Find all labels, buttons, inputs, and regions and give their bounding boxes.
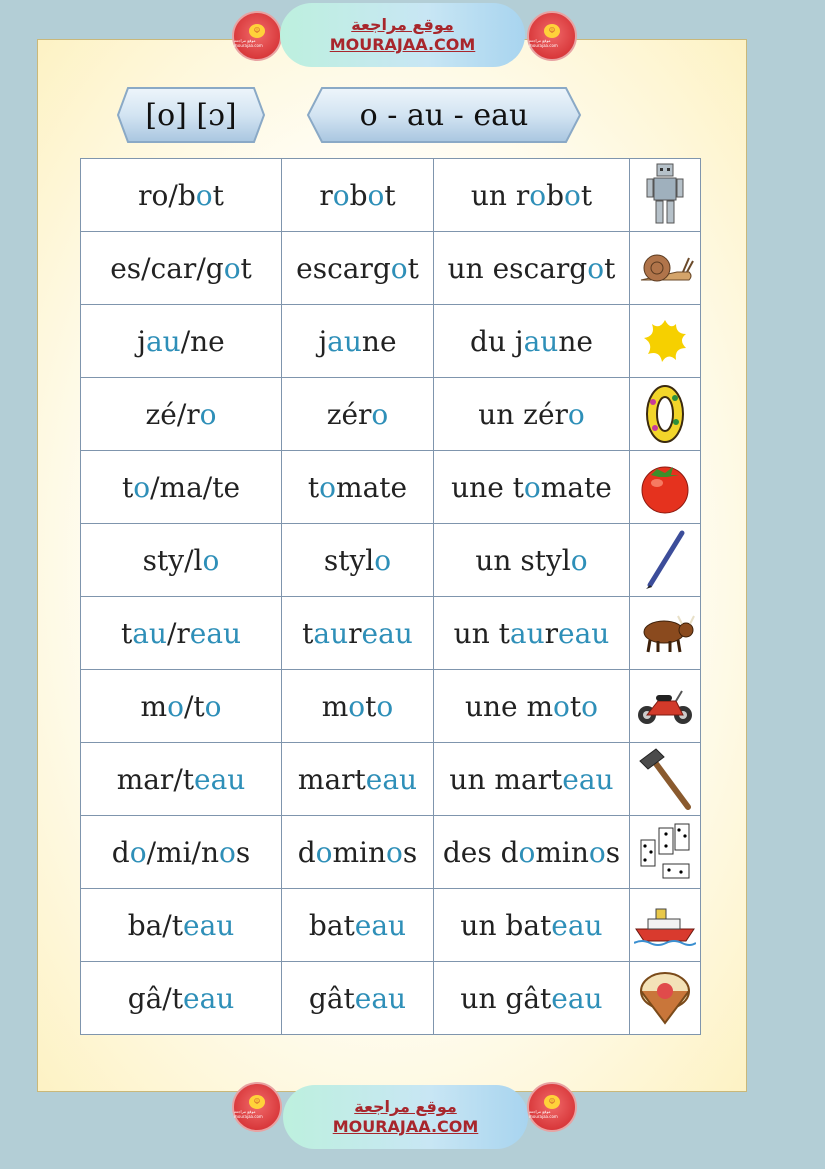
highlighted-letters: o — [199, 397, 217, 431]
word-cell — [282, 378, 434, 451]
plain-letters: /ma/te — [150, 470, 241, 504]
word-cell — [282, 305, 434, 378]
watermark-latin: MOURAJAA.COM — [332, 1117, 479, 1136]
table-row — [81, 451, 701, 524]
plain-letters: un gât — [460, 981, 552, 1015]
table-row — [81, 889, 701, 962]
plain-letters: s — [235, 835, 251, 869]
plain-letters: du j — [470, 324, 524, 358]
plain-letters: une t — [451, 470, 524, 504]
highlighted-letters: o — [129, 835, 147, 869]
plain-letters: ba/t — [127, 908, 183, 942]
highlighted-letters: au — [132, 616, 167, 650]
plain-letters: t — [240, 251, 252, 285]
highlighted-letters: o — [371, 397, 389, 431]
word-cell — [282, 159, 434, 232]
plain-letters: mate — [540, 470, 612, 504]
highlighted-letters: o — [529, 178, 547, 212]
watermark-top[interactable] — [280, 3, 525, 67]
plain-letters: b — [177, 178, 196, 212]
zero-icon — [630, 378, 701, 451]
highlighted-letters: o — [523, 470, 541, 504]
plain-letters: /r — [166, 616, 190, 650]
dominoes-icon — [630, 816, 701, 889]
plain-letters: un escarg — [447, 251, 588, 285]
plain-letters: ne — [361, 324, 397, 358]
syllables-cell — [81, 889, 282, 962]
syllables-cell — [81, 378, 282, 451]
spelling-banner — [306, 86, 582, 144]
highlighted-letters: o — [223, 251, 241, 285]
highlighted-letters: o — [588, 835, 606, 869]
tomato-icon — [630, 451, 701, 524]
watermark-arabic: موقع مراجعة — [354, 1097, 457, 1116]
highlighted-letters: au — [313, 616, 349, 650]
highlighted-letters: o — [564, 178, 581, 212]
syllables-cell — [81, 816, 282, 889]
bull-icon — [630, 597, 701, 670]
highlighted-letters: o — [319, 470, 337, 504]
spelling-label: o - au - eau — [359, 97, 529, 133]
phrase-cell — [434, 816, 630, 889]
phoneme-banner — [116, 86, 266, 144]
plain-letters: s — [402, 835, 418, 869]
word-cell — [282, 889, 434, 962]
highlighted-letters: eau — [194, 762, 246, 796]
plain-letters: min — [332, 835, 387, 869]
pen-icon — [630, 524, 701, 597]
plain-letters: gâ/t — [127, 981, 183, 1015]
phrase-cell — [434, 962, 630, 1035]
table-row — [81, 743, 701, 816]
highlighted-letters: o — [567, 397, 585, 431]
plain-letters: min — [535, 835, 589, 869]
plain-letters: t — [580, 178, 593, 212]
highlighted-letters: au — [145, 324, 181, 358]
plain-letters: / — [168, 178, 178, 212]
plain-letters: m — [140, 689, 168, 723]
highlighted-letters: o — [332, 178, 350, 212]
motorbike-icon — [630, 670, 701, 743]
plain-letters: /t — [183, 689, 205, 723]
highlighted-letters: o — [167, 689, 184, 723]
plain-letters: ne — [558, 324, 593, 358]
snail-icon — [630, 232, 701, 305]
plain-letters: d — [297, 835, 316, 869]
highlighted-letters: eau — [551, 908, 603, 942]
highlighted-letters: o — [348, 689, 366, 723]
plain-letters: un bat — [460, 908, 552, 942]
plain-letters: mar/t — [116, 762, 195, 796]
table-row — [81, 232, 701, 305]
table-row — [81, 816, 701, 889]
phoneme-label: [o] [ɔ] — [145, 97, 237, 133]
plain-letters: t — [384, 178, 396, 212]
plain-letters: styl — [323, 543, 375, 577]
plain-letters: une m — [464, 689, 554, 723]
table-row — [81, 962, 701, 1035]
highlighted-letters: au — [509, 616, 545, 650]
plain-letters: un mart — [449, 762, 563, 796]
plain-letters: s — [605, 835, 621, 869]
highlighted-letters: o — [570, 543, 588, 577]
plain-letters: m — [321, 689, 349, 723]
table-row — [81, 524, 701, 597]
word-cell — [282, 962, 434, 1035]
plain-letters: ro — [138, 178, 169, 212]
plain-letters: r — [544, 616, 559, 650]
plain-letters: d — [111, 835, 130, 869]
phrase-cell — [434, 670, 630, 743]
syllables-cell — [81, 232, 282, 305]
highlighted-letters: eau — [183, 908, 235, 942]
plain-letters: b — [349, 178, 368, 212]
highlighted-letters: eau — [354, 908, 407, 942]
plain-letters: b — [546, 178, 565, 212]
phrase-cell — [434, 597, 630, 670]
phrase-cell — [434, 889, 630, 962]
plain-letters: t — [365, 689, 377, 723]
plain-letters: un t — [453, 616, 510, 650]
plain-letters: t — [212, 178, 224, 212]
highlighted-letters: o — [518, 835, 536, 869]
highlighted-letters: au — [523, 324, 559, 358]
word-cell — [282, 670, 434, 743]
phrase-cell — [434, 524, 630, 597]
plain-letters: zér — [326, 397, 372, 431]
highlighted-letters: o — [367, 178, 385, 212]
plain-letters: r — [348, 616, 362, 650]
hammer-icon — [630, 743, 701, 816]
phrase-cell — [434, 159, 630, 232]
syllables-cell — [81, 743, 282, 816]
plain-letters: t — [407, 251, 419, 285]
plain-letters: mart — [297, 762, 366, 796]
table-row — [81, 305, 701, 378]
boat-icon — [630, 889, 701, 962]
highlighted-letters: o — [581, 689, 599, 723]
syllables-cell — [81, 524, 282, 597]
plain-letters: /mi/n — [146, 835, 219, 869]
word-cell — [282, 232, 434, 305]
phrase-cell — [434, 378, 630, 451]
highlighted-letters: eau — [361, 616, 413, 650]
table-row — [81, 670, 701, 743]
site-logo-icon: ☺ موقع مراجعة mourajaa.com — [527, 1082, 577, 1132]
plain-letters: t — [121, 470, 134, 504]
syllables-cell — [81, 159, 282, 232]
site-logo-icon: ☺ موقع مراجعة mourajaa.com — [232, 1082, 282, 1132]
word-cell — [282, 816, 434, 889]
plain-letters: un styl — [475, 543, 571, 577]
highlighted-letters: o — [587, 251, 605, 285]
table-row — [81, 597, 701, 670]
site-logo-icon: ☺ موقع مراجعة mourajaa.com — [232, 11, 282, 61]
phrase-cell — [434, 232, 630, 305]
highlighted-letters: o — [218, 835, 236, 869]
syllables-cell — [81, 597, 282, 670]
cake-icon — [630, 962, 701, 1035]
syllables-cell — [81, 305, 282, 378]
syllables-cell — [81, 451, 282, 524]
highlighted-letters: eau — [558, 616, 610, 650]
plain-letters: gât — [308, 981, 355, 1015]
syllables-cell — [81, 962, 282, 1035]
watermark-arabic: موقع مراجعة — [351, 15, 454, 34]
watermark-latin: MOURAJAA.COM — [329, 35, 476, 54]
plain-letters: un zér — [478, 397, 568, 431]
robot-icon — [630, 159, 701, 232]
highlighted-letters: o — [376, 689, 394, 723]
plain-letters: t — [120, 616, 133, 650]
highlighted-letters: o — [202, 543, 220, 577]
highlighted-letters: eau — [551, 981, 603, 1015]
phrase-cell — [434, 305, 630, 378]
highlighted-letters: eau — [365, 762, 418, 796]
highlighted-letters: o — [553, 689, 570, 723]
plain-letters: escarg — [296, 251, 391, 285]
highlighted-letters: eau — [189, 616, 242, 650]
highlighted-letters: eau — [183, 981, 235, 1015]
table-row — [81, 159, 701, 232]
site-logo-icon: ☺ موقع مراجعة mourajaa.com — [527, 11, 577, 61]
phrase-cell — [434, 451, 630, 524]
plain-letters: bat — [308, 908, 355, 942]
highlighted-letters: o — [390, 251, 408, 285]
highlighted-letters: eau — [562, 762, 614, 796]
plain-letters: zé/r — [145, 397, 200, 431]
plain-letters: j — [318, 324, 328, 358]
highlighted-letters: o — [386, 835, 403, 869]
plain-letters: un r — [470, 178, 530, 212]
plain-letters: t — [569, 689, 582, 723]
highlighted-letters: o — [374, 543, 392, 577]
plain-letters: des d — [442, 835, 519, 869]
plain-letters: sty/l — [142, 543, 203, 577]
word-cell — [282, 451, 434, 524]
plain-letters: t — [302, 616, 314, 650]
word-cell — [282, 524, 434, 597]
word-cell — [282, 597, 434, 670]
phrase-cell — [434, 743, 630, 816]
highlighted-letters: o — [195, 178, 213, 212]
highlighted-letters: o — [315, 835, 333, 869]
plain-letters: es/car/g — [110, 251, 224, 285]
highlighted-letters: o — [204, 689, 222, 723]
plain-letters: mate — [336, 470, 408, 504]
word-cell — [282, 743, 434, 816]
highlighted-letters: au — [327, 324, 362, 358]
plain-letters: t — [307, 470, 320, 504]
plain-letters: t — [604, 251, 616, 285]
yellow-splash-icon — [630, 305, 701, 378]
highlighted-letters: o — [133, 470, 151, 504]
plain-letters: j — [137, 324, 146, 358]
plain-letters: r — [319, 178, 333, 212]
table-row — [81, 378, 701, 451]
syllables-cell — [81, 670, 282, 743]
plain-letters: /ne — [180, 324, 225, 358]
highlighted-letters: eau — [354, 981, 407, 1015]
watermark-bottom[interactable] — [283, 1085, 528, 1149]
word-table — [80, 158, 701, 1035]
